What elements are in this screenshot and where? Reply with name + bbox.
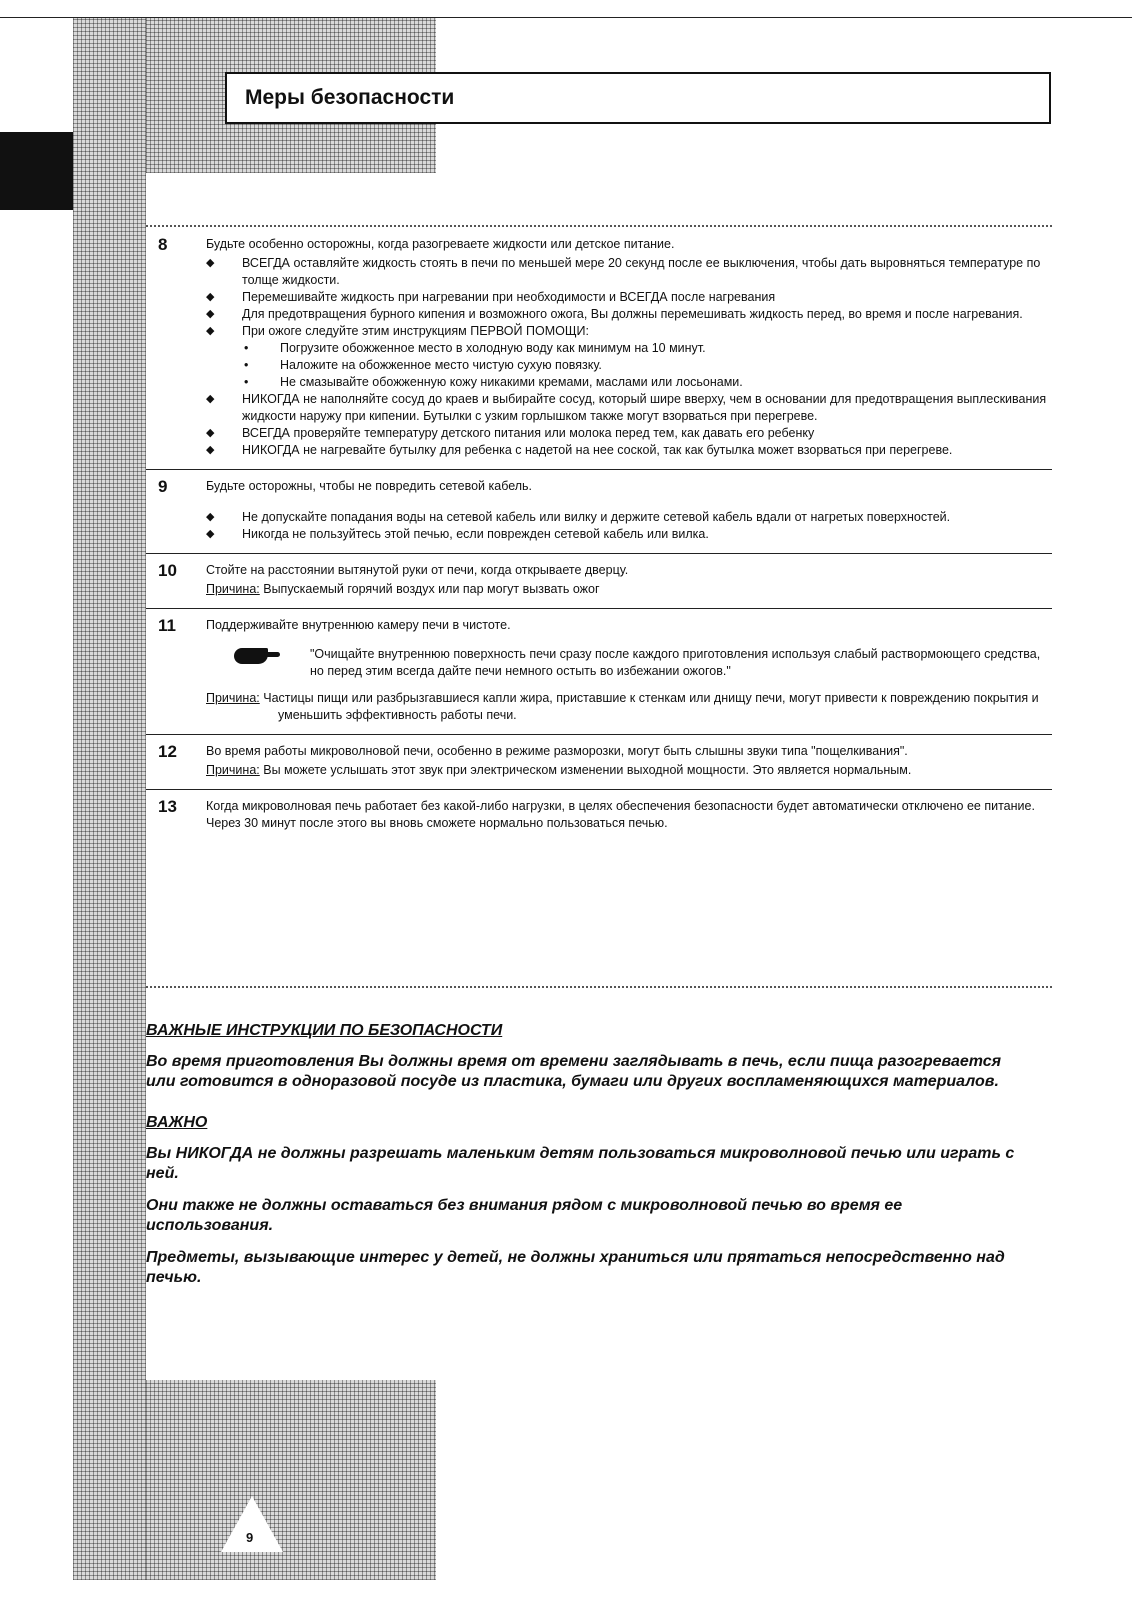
region-mark-icon: R [21,287,49,315]
item-lead: Когда микроволновая печь работает без какой-либо нагрузки, в целях обеспечения безопасности будет автоматически отключено ее питание. Через 30 минут после этого вы вновь сможете нормально пользоваться печью. [206,799,1035,830]
cleaning-note [206,636,1052,690]
item-lead: Будьте особенно осторожны, когда разогреваете жидкости или детское питание. [206,237,675,251]
bullet: ◆ НИКОГДА не наполняйте сосуд до краев и выбирайте сосуд, который шире вверху, чем в основании для предотвращения выплескивания жидкости наружу при кипении. Бутылки с узким горлышком также могут взорваться при перегреве. [206,391,1052,425]
item-11 [146,617,1052,735]
page-title: Меры безопасности [245,86,455,109]
item-number: 9 [158,477,168,496]
note-text: "Очищайте внутреннюю поверхность печи сразу после каждого приготовления используя слабый раствормоющего средства, но перед этим всегда дайте печи немного остыть во избежании ожогов." [310,647,1041,678]
bullet-text: При ожоге следуйте этим инструкциям ПЕРВОЙ ПОМОЩИ: [242,324,590,338]
dotted-divider-top [146,225,1052,227]
safety-items [146,236,1052,852]
important-text: Вы НИКОГДА не должны разрешать маленьким детям пользоваться микроволновой печью или играть с ней. [146,1145,1015,1182]
item-bullets [206,509,1052,543]
first-aid-step: • Не смазывайте обожженную кожу никакими кремами, маслами или лосьонами. [242,374,1052,391]
reason-text: Выпускаемый горячий воздух или пар могут вызвать ожог [263,582,600,596]
reason-label: Причина: [206,763,260,777]
bullet: ◆ Для предотвращения бурного кипения и возможного ожога, Вы должны перемешивать жидкость перед, во время и после нагревания. [206,306,1052,323]
pointing-hand-icon [234,648,268,664]
decorative-stripe [73,18,146,1580]
region-tab [0,132,73,311]
reason [206,690,1052,724]
reason-label: Причина: [206,691,260,705]
bullet: ◆ Перемешивайте жидкость при нагревании при необходимости и ВСЕГДА после нагревания [206,289,1052,306]
important-section [146,1022,1016,1300]
first-aid-step: • Наложите на обожженное место чистую сухую повязку. [242,357,1052,374]
page-number: 9 [246,1530,254,1545]
title-box [225,72,1051,124]
reason-text: Частицы пищи или разбрызгавшиеся капли жира, приставшие к стенкам или днищу печи, могут привести к повреждению покрытия и уменьшить эффективность работы печи. [263,691,1039,722]
important-text: Они также не должны оставаться без внимания рядом с микроволновой печью во время ее использования. [146,1197,903,1234]
item-number: 10 [158,561,177,580]
bullet: ◆ НИКОГДА не нагревайте бутылку для ребенка с надетой на нее соской, так как бутылка может взорваться при перегреве. [206,442,1052,459]
important-heading: ВАЖНЫЕ ИНСТРУКЦИИ ПО БЕЗОПАСНОСТИ [146,1022,503,1039]
item-lead: Во время работы микроволновой печи, особенно в режиме разморозки, могут быть слышны звуки типа "пощелкивания". [206,744,908,758]
item-lead: Поддерживайте внутреннюю камеру печи в чистоте. [206,618,511,632]
bullet: ◆ Никогда не пользуйтесь этой печью, если поврежден сетевой кабель или вилка. [206,526,1052,543]
item-bullets [206,255,1052,459]
important-heading: ВАЖНО [146,1114,208,1131]
bullet [206,323,1052,391]
bullet: ◆ Не допускайте попадания воды на сетевой кабель или вилку и держите сетевой кабель вдали от нагретых поверхностей. [206,509,1052,526]
item-12 [146,743,1052,790]
important-text: Предметы, вызывающие интерес у детей, не должны храниться или прятаться непосредственно над печью. [146,1249,1005,1286]
important-text: Во время приготовления Вы должны время от времени заглядывать в печь, если пища разогревается или готовится в одноразовой посуде из пластика, бумаги или других воспламеняющихся материалов. [146,1053,1002,1090]
item-lead: Стойте на расстоянии вытянутой руки от печи, когда открываете дверцу. [206,563,629,577]
bullet: ◆ ВСЕГДА проверяйте температуру детского питания или молока перед тем, как давать его ребенку [206,425,1052,442]
dotted-divider-bottom [146,986,1052,988]
item-number: 13 [158,797,177,816]
item-number: 8 [158,235,168,254]
reason-text: Вы можете услышать этот звук при электрическом изменении выходной мощности. Это является нормальным. [263,763,912,777]
first-aid-step: • Погрузите обожженное место в холодную воду как минимум на 10 минут. [242,340,1052,357]
item-number: 12 [158,742,177,761]
item-13 [146,798,1052,844]
item-10 [146,562,1052,609]
decorative-footer-pattern [146,1380,436,1580]
item-lead: Будьте осторожны, чтобы не повредить сетевой кабель. [206,479,533,493]
reason [206,581,1052,598]
first-aid-list [242,340,1052,391]
item-8 [146,236,1052,470]
item-9 [146,478,1052,554]
bullet: ◆ ВСЕГДА оставляйте жидкость стоять в печи по меньшей мере 20 секунд после ее выключения, чтобы дать выровняться температуре по толще жидкости. [206,255,1052,289]
reason-label: Причина: [206,582,260,596]
page-marker [221,1496,283,1552]
item-number: 11 [158,616,176,635]
reason [206,762,1052,779]
